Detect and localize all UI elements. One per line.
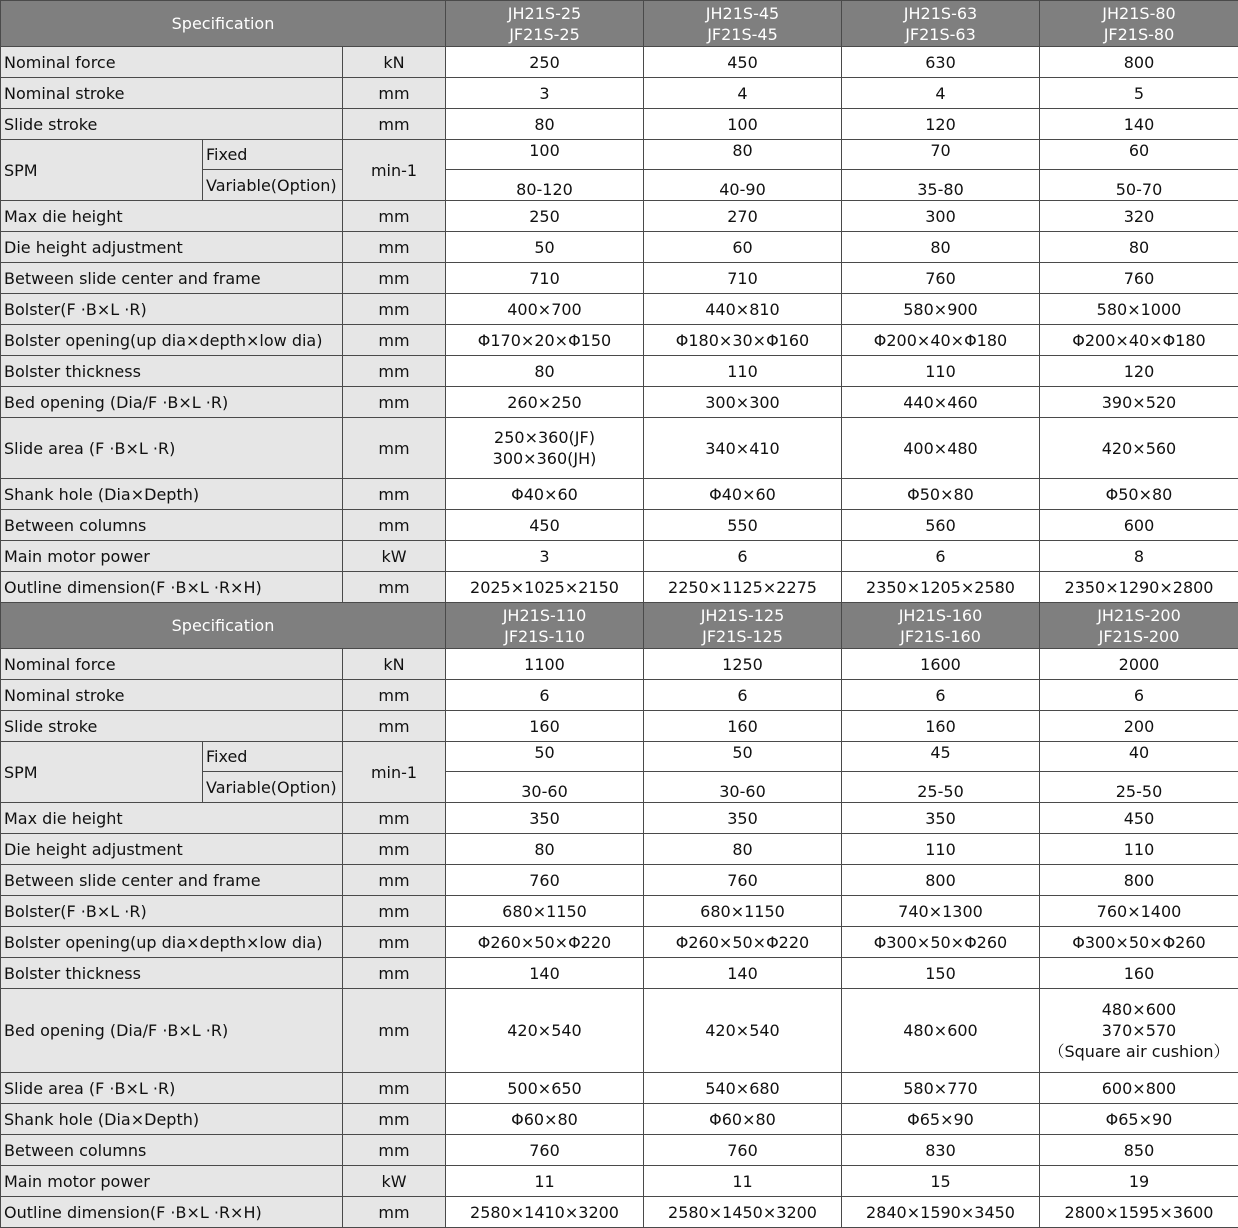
- table-row: [1, 1104, 1238, 1135]
- spec-unit: kN: [343, 47, 446, 78]
- table-row: [1, 927, 1238, 958]
- model-header: [1040, 1, 1238, 47]
- spec-value: 80: [446, 356, 644, 387]
- spec-value: Φ300×50×Φ260: [1040, 927, 1238, 958]
- model-header: [446, 1, 644, 47]
- table-row: [1, 834, 1238, 865]
- spec-value: Φ50×80: [842, 479, 1040, 510]
- spec-label: Outline dimension(F ·B×L ·R×H): [1, 572, 343, 603]
- spec-value: 540×680: [644, 1073, 842, 1104]
- spec-value: 4: [842, 78, 1040, 109]
- spec-label: Bed opening (Dia/F ·B×L ·R): [1, 989, 343, 1073]
- spec-value: 50: [644, 742, 842, 772]
- model-name: JF21S-110: [449, 626, 640, 647]
- spec-header: Specification: [1, 1, 446, 47]
- spec-label: SPM: [1, 742, 203, 803]
- spec-value: 580×1000: [1040, 294, 1238, 325]
- spec-unit: mm: [343, 803, 446, 834]
- spec-value: 550: [644, 510, 842, 541]
- spec-value: 40-90: [644, 170, 842, 201]
- spec-value: 19: [1040, 1166, 1238, 1197]
- spec-value: 80: [644, 834, 842, 865]
- model-name: JH21S-45: [647, 3, 838, 24]
- spec-label: Shank hole (Dia×Depth): [1, 1104, 343, 1135]
- spec-value: 630: [842, 47, 1040, 78]
- spec-value: 80: [446, 109, 644, 140]
- table-row: [1, 232, 1238, 263]
- spec-value: 760: [1040, 263, 1238, 294]
- spec-value: 80-120: [446, 170, 644, 201]
- spec-value: 5: [1040, 78, 1238, 109]
- spec-unit: mm: [343, 958, 446, 989]
- spec-unit: mm: [343, 680, 446, 711]
- spec-value: 760: [446, 865, 644, 896]
- spec-value: 400×480: [842, 418, 1040, 479]
- spec-unit: mm: [343, 78, 446, 109]
- table-row: [1, 325, 1238, 356]
- spec-value: Φ260×50×Φ220: [446, 927, 644, 958]
- spec-value: 60: [644, 232, 842, 263]
- table-row: [1, 989, 1238, 1073]
- spec-value: 800: [1040, 47, 1238, 78]
- spec-value: 140: [1040, 109, 1238, 140]
- spec-value: 480×600: [842, 989, 1040, 1073]
- spec-unit: mm: [343, 510, 446, 541]
- spec-value: [1040, 989, 1238, 1073]
- spec-label: Between columns: [1, 510, 343, 541]
- spec-value: 6: [644, 680, 842, 711]
- cell-line: 300×360(JH): [449, 448, 640, 469]
- spec-value: 760×1400: [1040, 896, 1238, 927]
- spec-value: Φ260×50×Φ220: [644, 927, 842, 958]
- model-name: JH21S-80: [1043, 3, 1235, 24]
- model-header: [644, 1, 842, 47]
- spec-value: 160: [644, 711, 842, 742]
- model-name: JF21S-45: [647, 24, 838, 45]
- spec-value: Φ50×80: [1040, 479, 1238, 510]
- spec-unit: mm: [343, 201, 446, 232]
- spec-value: 140: [644, 958, 842, 989]
- table-row: [1, 479, 1238, 510]
- table-row: [1, 140, 1238, 170]
- model-name: JH21S-200: [1043, 605, 1235, 626]
- spec-unit: mm: [343, 418, 446, 479]
- spec-unit: mm: [343, 263, 446, 294]
- model-name: JH21S-160: [845, 605, 1036, 626]
- spec-value: 140: [446, 958, 644, 989]
- spec-value: 110: [1040, 834, 1238, 865]
- spec-value: 260×250: [446, 387, 644, 418]
- model-name: JF21S-80: [1043, 24, 1235, 45]
- spec-value: 340×410: [644, 418, 842, 479]
- cell-line: 250×360(JF): [449, 427, 640, 448]
- spec-value: 110: [842, 834, 1040, 865]
- spec-value: 30-60: [446, 772, 644, 803]
- spec-label: Between slide center and frame: [1, 263, 343, 294]
- spec-value: 80: [446, 834, 644, 865]
- table-row: [1, 78, 1238, 109]
- spec-value: 830: [842, 1135, 1040, 1166]
- spec-label: Main motor power: [1, 1166, 343, 1197]
- spec-value: 110: [644, 356, 842, 387]
- spec-value: 440×460: [842, 387, 1040, 418]
- spec-value: 4: [644, 78, 842, 109]
- spec-value: 110: [842, 356, 1040, 387]
- cell-line: 480×600: [1043, 999, 1235, 1020]
- spec-value: 400×700: [446, 294, 644, 325]
- spec-value: Φ60×80: [446, 1104, 644, 1135]
- table-row: [1, 1135, 1238, 1166]
- table-row: [1, 865, 1238, 896]
- spec-value: 760: [644, 1135, 842, 1166]
- spec-value: 390×520: [1040, 387, 1238, 418]
- spec-value: 680×1150: [446, 896, 644, 927]
- spec-value: 450: [644, 47, 842, 78]
- spec-unit: mm: [343, 711, 446, 742]
- spec-value: 300×300: [644, 387, 842, 418]
- spec-unit: mm: [343, 387, 446, 418]
- model-header: [842, 1, 1040, 47]
- spec-value: 760: [644, 865, 842, 896]
- spec-value: 1600: [842, 649, 1040, 680]
- spec-value: 50: [446, 742, 644, 772]
- spec-label: Main motor power: [1, 541, 343, 572]
- spec-value: 35-80: [842, 170, 1040, 201]
- spec-value: 250: [446, 201, 644, 232]
- spec-value: Φ65×90: [842, 1104, 1040, 1135]
- table-row: [1, 649, 1238, 680]
- model-name: JH21S-63: [845, 3, 1036, 24]
- spec-value: 160: [1040, 958, 1238, 989]
- spec-value: 45: [842, 742, 1040, 772]
- spec-value: 40: [1040, 742, 1238, 772]
- spec-unit: mm: [343, 1073, 446, 1104]
- spec-unit: kN: [343, 649, 446, 680]
- model-name: JH21S-125: [647, 605, 838, 626]
- model-name: JF21S-25: [449, 24, 640, 45]
- spec-value: 6: [644, 541, 842, 572]
- spec-unit: min-1: [343, 742, 446, 803]
- spec-value: Φ65×90: [1040, 1104, 1238, 1135]
- spec-label: Nominal stroke: [1, 78, 343, 109]
- cell-line: 370×570: [1043, 1020, 1235, 1041]
- spec-value: 200: [1040, 711, 1238, 742]
- spec-value: [446, 418, 644, 479]
- table-row: [1, 1166, 1238, 1197]
- spec-value: 120: [1040, 356, 1238, 387]
- spec-unit: mm: [343, 294, 446, 325]
- spec-value: 420×540: [644, 989, 842, 1073]
- model-header: [446, 603, 644, 649]
- model-name: JF21S-125: [647, 626, 838, 647]
- spec-value: 6: [842, 680, 1040, 711]
- spec-value: 150: [842, 958, 1040, 989]
- spec-unit: mm: [343, 834, 446, 865]
- spec-unit: mm: [343, 989, 446, 1073]
- table-row: [1, 742, 1238, 772]
- spec-value: 70: [842, 140, 1040, 170]
- table-row: [1, 680, 1238, 711]
- model-header: [1040, 603, 1238, 649]
- spec-unit: min-1: [343, 140, 446, 201]
- spec-value: 2800×1595×3600: [1040, 1197, 1238, 1228]
- spec-value: 420×540: [446, 989, 644, 1073]
- spec-label: Bed opening (Dia/F ·B×L ·R): [1, 387, 343, 418]
- spec-value: Φ60×80: [644, 1104, 842, 1135]
- model-name: JF21S-63: [845, 24, 1036, 45]
- spec-value: 800: [842, 865, 1040, 896]
- spec-value: 440×810: [644, 294, 842, 325]
- model-header: [842, 603, 1040, 649]
- spec-sublabel: Variable(Option): [203, 772, 343, 803]
- table-row: [1, 109, 1238, 140]
- spec-sublabel: Fixed: [203, 140, 343, 170]
- spec-label: SPM: [1, 140, 203, 201]
- spec-unit: mm: [343, 1104, 446, 1135]
- table-row: [1, 711, 1238, 742]
- spec-value: 25-50: [1040, 772, 1238, 803]
- spec-value: 100: [446, 140, 644, 170]
- spec-label: Die height adjustment: [1, 232, 343, 263]
- spec-label: Bolster thickness: [1, 958, 343, 989]
- spec-value: 60: [1040, 140, 1238, 170]
- spec-value: 80: [1040, 232, 1238, 263]
- spec-value: 2580×1450×3200: [644, 1197, 842, 1228]
- spec-value: 30-60: [644, 772, 842, 803]
- spec-value: 1100: [446, 649, 644, 680]
- spec-value: 11: [644, 1166, 842, 1197]
- spec-value: 8: [1040, 541, 1238, 572]
- spec-value: 25-50: [842, 772, 1040, 803]
- spec-value: 760: [446, 1135, 644, 1166]
- table-row: [1, 958, 1238, 989]
- table-row: [1, 1073, 1238, 1104]
- spec-value: 6: [842, 541, 1040, 572]
- spec-value: 2840×1590×3450: [842, 1197, 1040, 1228]
- table-row: [1, 541, 1238, 572]
- spec-label: Nominal stroke: [1, 680, 343, 711]
- model-name: JH21S-25: [449, 3, 640, 24]
- table-row: [1, 572, 1238, 603]
- model-name: JF21S-160: [845, 626, 1036, 647]
- spec-value: 250: [446, 47, 644, 78]
- model-header: [644, 603, 842, 649]
- spec-value: 450: [1040, 803, 1238, 834]
- spec-value: 2580×1410×3200: [446, 1197, 644, 1228]
- table-row: [1, 418, 1238, 479]
- table-row: [1, 387, 1238, 418]
- spec-value: 580×900: [842, 294, 1040, 325]
- spec-value: 100: [644, 109, 842, 140]
- table-row: [1, 510, 1238, 541]
- spec-value: 680×1150: [644, 896, 842, 927]
- spec-value: 160: [842, 711, 1040, 742]
- spec-value: 500×650: [446, 1073, 644, 1104]
- spec-value: 15: [842, 1166, 1040, 1197]
- spec-value: 3: [446, 541, 644, 572]
- spec-unit: mm: [343, 896, 446, 927]
- spec-sublabel: Variable(Option): [203, 170, 343, 201]
- spec-value: 50-70: [1040, 170, 1238, 201]
- spec-label: Shank hole (Dia×Depth): [1, 479, 343, 510]
- spec-unit: mm: [343, 356, 446, 387]
- spec-value: 320: [1040, 201, 1238, 232]
- spec-value: Φ170×20×Φ150: [446, 325, 644, 356]
- spec-unit: mm: [343, 325, 446, 356]
- spec-value: Φ300×50×Φ260: [842, 927, 1040, 958]
- spec-label: Nominal force: [1, 47, 343, 78]
- spec-unit: mm: [343, 232, 446, 263]
- spec-value: 350: [644, 803, 842, 834]
- spec-value: 850: [1040, 1135, 1238, 1166]
- spec-value: 270: [644, 201, 842, 232]
- spec-label: Die height adjustment: [1, 834, 343, 865]
- spec-header: Specification: [1, 603, 446, 649]
- spec-value: 160: [446, 711, 644, 742]
- spec-value: 3: [446, 78, 644, 109]
- spec-unit: mm: [343, 865, 446, 896]
- spec-label: Bolster(F ·B×L ·R): [1, 896, 343, 927]
- spec-value: 300: [842, 201, 1040, 232]
- spec-value: 2025×1025×2150: [446, 572, 644, 603]
- spec-value: 6: [1040, 680, 1238, 711]
- spec-value: 50: [446, 232, 644, 263]
- spec-unit: kW: [343, 1166, 446, 1197]
- spec-value: 6: [446, 680, 644, 711]
- spec-value: 2350×1290×2800: [1040, 572, 1238, 603]
- table-row: [1, 47, 1238, 78]
- spec-value: 710: [446, 263, 644, 294]
- cell-line: （Square air cushion）: [1043, 1041, 1235, 1062]
- spec-label: Outline dimension(F ·B×L ·R×H): [1, 1197, 343, 1228]
- table-row: [1, 201, 1238, 232]
- spec-label: Slide stroke: [1, 109, 343, 140]
- model-name: JF21S-200: [1043, 626, 1235, 647]
- spec-value: Φ40×60: [446, 479, 644, 510]
- table-header-row: [1, 1, 1238, 47]
- spec-unit: mm: [343, 572, 446, 603]
- spec-label: Between slide center and frame: [1, 865, 343, 896]
- model-name: JH21S-110: [449, 605, 640, 626]
- spec-value: 350: [842, 803, 1040, 834]
- spec-label: Nominal force: [1, 649, 343, 680]
- spec-label: Bolster opening(up dia×depth×low dia): [1, 927, 343, 958]
- spec-value: 2250×1125×2275: [644, 572, 842, 603]
- spec-value: 420×560: [1040, 418, 1238, 479]
- spec-value: 580×770: [842, 1073, 1040, 1104]
- table-header-row: [1, 603, 1238, 649]
- spec-unit: mm: [343, 1197, 446, 1228]
- spec-value: 120: [842, 109, 1040, 140]
- table-row: [1, 1197, 1238, 1228]
- spec-label: Bolster(F ·B×L ·R): [1, 294, 343, 325]
- spec-value: 2000: [1040, 649, 1238, 680]
- spec-unit: kW: [343, 541, 446, 572]
- spec-unit: mm: [343, 1135, 446, 1166]
- spec-label: Slide area (F ·B×L ·R): [1, 1073, 343, 1104]
- spec-unit: mm: [343, 109, 446, 140]
- spec-value: 80: [644, 140, 842, 170]
- spec-value: 560: [842, 510, 1040, 541]
- spec-value: 1250: [644, 649, 842, 680]
- spec-value: 80: [842, 232, 1040, 263]
- spec-value: 600: [1040, 510, 1238, 541]
- spec-label: Max die height: [1, 201, 343, 232]
- spec-value: 740×1300: [842, 896, 1040, 927]
- table-row: [1, 896, 1238, 927]
- spec-label: Max die height: [1, 803, 343, 834]
- spec-value: Φ40×60: [644, 479, 842, 510]
- table-row: [1, 263, 1238, 294]
- spec-value: 760: [842, 263, 1040, 294]
- spec-value: Φ200×40×Φ180: [1040, 325, 1238, 356]
- spec-label: Slide stroke: [1, 711, 343, 742]
- spec-unit: mm: [343, 479, 446, 510]
- spec-value: 11: [446, 1166, 644, 1197]
- table-row: [1, 294, 1238, 325]
- spec-label: Bolster opening(up dia×depth×low dia): [1, 325, 343, 356]
- spec-value: 710: [644, 263, 842, 294]
- table-row: [1, 356, 1238, 387]
- spec-value: 800: [1040, 865, 1238, 896]
- spec-value: 2350×1205×2580: [842, 572, 1040, 603]
- spec-value: 600×800: [1040, 1073, 1238, 1104]
- spec-sublabel: Fixed: [203, 742, 343, 772]
- spec-value: Φ180×30×Φ160: [644, 325, 842, 356]
- spec-value: 350: [446, 803, 644, 834]
- spec-label: Slide area (F ·B×L ·R): [1, 418, 343, 479]
- spec-value: Φ200×40×Φ180: [842, 325, 1040, 356]
- spec-unit: mm: [343, 927, 446, 958]
- table-row: [1, 803, 1238, 834]
- spec-label: Between columns: [1, 1135, 343, 1166]
- spec-label: Bolster thickness: [1, 356, 343, 387]
- spec-value: 450: [446, 510, 644, 541]
